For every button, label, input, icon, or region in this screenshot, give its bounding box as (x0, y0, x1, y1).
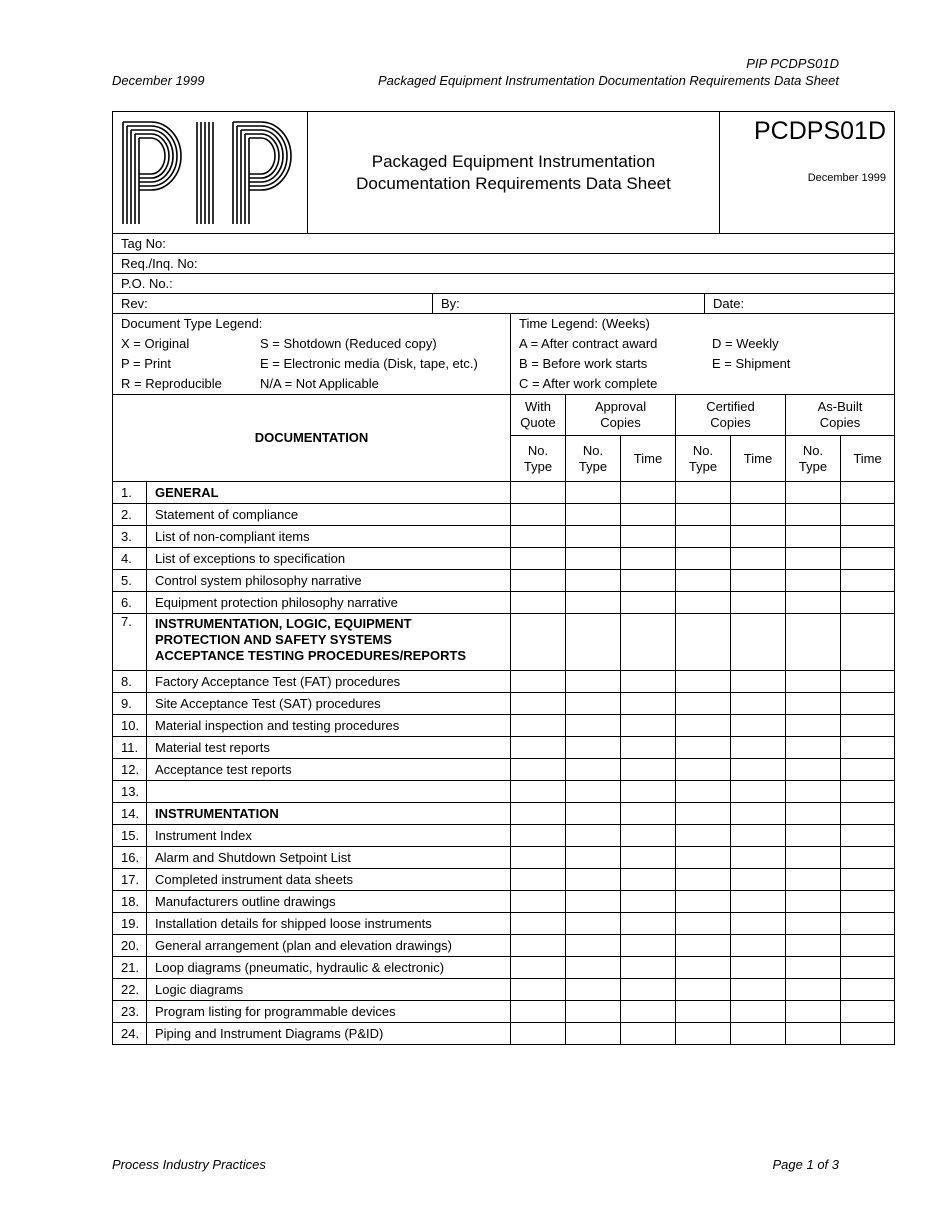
row-number: 11. (113, 737, 147, 759)
certified-time-cell[interactable] (731, 825, 786, 847)
row-number: 18. (113, 891, 147, 913)
asbuilt-no-type-cell[interactable] (786, 869, 841, 891)
approval-time-cell[interactable] (621, 614, 676, 671)
header-doc-id: PIP PCDPS01D (746, 56, 839, 71)
asbuilt-time-cell[interactable] (841, 979, 895, 1001)
table-row (113, 825, 895, 847)
asbuilt-time-cell[interactable] (841, 825, 895, 847)
asbuilt-time-cell[interactable] (841, 913, 895, 935)
certified-time-cell[interactable] (731, 935, 786, 957)
certified-no-type-cell[interactable] (676, 825, 731, 847)
form-date: December 1999 (807, 172, 886, 184)
asbuilt-no-type-cell[interactable] (786, 979, 841, 1001)
asbuilt-no-type-cell[interactable] (786, 548, 841, 570)
certified-no-type-cell[interactable] (676, 1001, 731, 1023)
certified-no-type-cell[interactable] (676, 935, 731, 957)
asbuilt-time-header: Time (841, 436, 895, 482)
row-description: INSTRUMENTATION (147, 803, 511, 825)
doc-legend-e: E = Electronic media (Disk, tape, etc.) (260, 356, 478, 371)
table-row (113, 504, 895, 526)
table-row (113, 847, 895, 869)
documentation-rows (113, 482, 895, 1045)
asbuilt-time-cell[interactable] (841, 693, 895, 715)
approval-time-cell[interactable] (621, 737, 676, 759)
approval-no-type-cell[interactable] (566, 526, 621, 548)
asbuilt-time-cell[interactable] (841, 592, 895, 614)
approval-no-type-cell[interactable] (566, 891, 621, 913)
approval-time-cell[interactable] (621, 979, 676, 1001)
po-no-field[interactable]: P.O. No.: (113, 274, 895, 294)
row-description: Piping and Instrument Diagrams (P&ID) (147, 1023, 511, 1045)
certified-no-type-cell[interactable] (676, 671, 731, 693)
approval-time-cell[interactable] (621, 1023, 676, 1045)
certified-no-type-cell[interactable] (676, 913, 731, 935)
table-row (113, 781, 895, 803)
asbuilt-no-type-cell[interactable] (786, 957, 841, 979)
quote-no-type-cell[interactable] (511, 957, 566, 979)
time-legend-a: A = After contract award (519, 336, 658, 351)
asbuilt-time-cell[interactable] (841, 1023, 895, 1045)
approval-no-type-cell[interactable] (566, 1023, 621, 1045)
approval-time-cell[interactable] (621, 957, 676, 979)
approval-no-type-cell[interactable] (566, 548, 621, 570)
table-row (113, 869, 895, 891)
asbuilt-time-cell[interactable] (841, 803, 895, 825)
code-cell (720, 112, 895, 234)
row-number: 22. (113, 979, 147, 1001)
certified-no-type-cell[interactable] (676, 548, 731, 570)
row-number: 2. (113, 504, 147, 526)
certified-time-cell[interactable] (731, 737, 786, 759)
certified-no-type-cell[interactable] (676, 847, 731, 869)
certified-time-cell[interactable] (731, 592, 786, 614)
table-row (113, 1023, 895, 1045)
certified-time-cell[interactable] (731, 715, 786, 737)
row-number: 14. (113, 803, 147, 825)
asbuilt-no-type-header: No. Type (786, 436, 841, 482)
approval-no-type-cell[interactable] (566, 482, 621, 504)
table-row (113, 979, 895, 1001)
certified-no-type-cell[interactable] (676, 869, 731, 891)
approval-no-type-cell[interactable] (566, 781, 621, 803)
form-code: PCDPS01D (754, 117, 886, 145)
asbuilt-no-type-cell[interactable] (786, 737, 841, 759)
row-description-line: INSTRUMENTATION, LOGIC, EQUIPMENT (155, 616, 412, 631)
certified-copies-header: Certified Copies (676, 395, 786, 436)
certified-time-cell[interactable] (731, 693, 786, 715)
asbuilt-no-type-cell[interactable] (786, 913, 841, 935)
row-number: 19. (113, 913, 147, 935)
certified-no-type-cell[interactable] (676, 759, 731, 781)
asbuilt-no-type-cell[interactable] (786, 781, 841, 803)
asbuilt-time-cell[interactable] (841, 781, 895, 803)
pip-logo (121, 120, 296, 226)
quote-no-type-cell[interactable] (511, 891, 566, 913)
approval-no-type-cell[interactable] (566, 825, 621, 847)
row-number: 23. (113, 1001, 147, 1023)
row-number: 13. (113, 781, 147, 803)
approval-time-header: Time (621, 436, 676, 482)
approval-no-type-cell[interactable] (566, 737, 621, 759)
row-description: Alarm and Shutdown Setpoint List (147, 847, 511, 869)
form-title-line2: Documentation Requirements Data Sheet (356, 173, 671, 193)
row-description-line: PROTECTION AND SAFETY SYSTEMS (155, 632, 392, 647)
logo-i (197, 122, 213, 224)
doc-legend-na: N/A = Not Applicable (260, 376, 379, 391)
asbuilt-time-cell[interactable] (841, 548, 895, 570)
row-description: Completed instrument data sheets (147, 869, 511, 891)
quote-no-type-cell[interactable] (511, 825, 566, 847)
certified-no-type-cell[interactable] (676, 504, 731, 526)
form-title-line1: Packaged Equipment Instrumentation (371, 151, 656, 171)
quote-no-type-cell[interactable] (511, 482, 566, 504)
asbuilt-time-cell[interactable] (841, 737, 895, 759)
table-row (113, 715, 895, 737)
quote-no-type-cell[interactable] (511, 1023, 566, 1045)
by-field[interactable]: By: (433, 294, 705, 314)
certified-no-type-cell[interactable] (676, 715, 731, 737)
row-description: Equipment protection philosophy narrative (147, 592, 511, 614)
doc-legend-r: R = Reproducible (121, 376, 222, 391)
with-quote-header: With Quote (511, 395, 566, 436)
asbuilt-time-cell[interactable] (841, 759, 895, 781)
logo-p-right (233, 122, 291, 224)
data-sheet-form (112, 111, 894, 1045)
certified-no-type-cell[interactable] (676, 781, 731, 803)
row-description: List of exceptions to specification (147, 548, 511, 570)
row-description (147, 614, 511, 671)
approval-no-type-cell[interactable] (566, 693, 621, 715)
quote-no-type-cell[interactable] (511, 570, 566, 592)
approval-time-cell[interactable] (621, 548, 676, 570)
row-number: 16. (113, 847, 147, 869)
asbuilt-no-type-cell[interactable] (786, 671, 841, 693)
quote-no-type-cell[interactable] (511, 737, 566, 759)
table-row (113, 913, 895, 935)
approval-no-type-cell[interactable] (566, 570, 621, 592)
asbuilt-time-cell[interactable] (841, 671, 895, 693)
approval-no-type-cell[interactable] (566, 847, 621, 869)
date-field[interactable]: Date: (705, 294, 895, 314)
table-row (113, 1001, 895, 1023)
asbuilt-no-type-cell[interactable] (786, 592, 841, 614)
footer-left: Process Industry Practices (112, 1157, 266, 1172)
doc-legend-p: P = Print (121, 356, 171, 371)
asbuilt-no-type-cell[interactable] (786, 825, 841, 847)
documentation-table (112, 394, 895, 1045)
asbuilt-no-type-cell[interactable] (786, 526, 841, 548)
certified-no-type-cell[interactable] (676, 957, 731, 979)
asbuilt-no-type-cell[interactable] (786, 891, 841, 913)
approval-time-cell[interactable] (621, 759, 676, 781)
asbuilt-no-type-cell[interactable] (786, 504, 841, 526)
certified-time-cell[interactable] (731, 781, 786, 803)
row-description: Acceptance test reports (147, 759, 511, 781)
time-legend (511, 314, 895, 395)
asbuilt-time-cell[interactable] (841, 570, 895, 592)
certified-time-cell[interactable] (731, 1023, 786, 1045)
row-number: 10. (113, 715, 147, 737)
asbuilt-no-type-cell[interactable] (786, 570, 841, 592)
quote-no-type-cell[interactable] (511, 935, 566, 957)
row-number: 15. (113, 825, 147, 847)
certified-time-cell[interactable] (731, 1001, 786, 1023)
quote-no-type-cell[interactable] (511, 759, 566, 781)
row-description: GENERAL (147, 482, 511, 504)
documentation-header: DOCUMENTATION (113, 395, 511, 482)
asbuilt-time-cell[interactable] (841, 526, 895, 548)
certified-no-type-cell[interactable] (676, 1023, 731, 1045)
asbuilt-time-cell[interactable] (841, 847, 895, 869)
row-description: Installation details for shipped loose instruments (147, 913, 511, 935)
certified-time-cell[interactable] (731, 847, 786, 869)
quote-no-type-cell[interactable] (511, 548, 566, 570)
tag-no-field[interactable]: Tag No: (113, 234, 895, 254)
certified-time-cell[interactable] (731, 614, 786, 671)
approval-time-cell[interactable] (621, 803, 676, 825)
approval-no-type-cell[interactable] (566, 715, 621, 737)
table-row (113, 737, 895, 759)
certified-no-type-header: No. Type (676, 436, 731, 482)
table-row (113, 891, 895, 913)
table-row (113, 803, 895, 825)
title-cell (308, 112, 720, 234)
row-number: 8. (113, 671, 147, 693)
row-description: Manufacturers outline drawings (147, 891, 511, 913)
row-number: 21. (113, 957, 147, 979)
row-number: 7. (113, 614, 147, 671)
asbuilt-time-cell[interactable] (841, 504, 895, 526)
asbuilt-no-type-cell[interactable] (786, 1001, 841, 1023)
quote-no-type-cell[interactable] (511, 803, 566, 825)
approval-time-cell[interactable] (621, 825, 676, 847)
row-description: General arrangement (plan and elevation drawings) (147, 935, 511, 957)
approval-time-cell[interactable] (621, 570, 676, 592)
certified-time-cell[interactable] (731, 504, 786, 526)
certified-time-cell[interactable] (731, 891, 786, 913)
quote-no-type-cell[interactable] (511, 847, 566, 869)
certified-no-type-cell[interactable] (676, 693, 731, 715)
as-built-copies-header: As-Built Copies (786, 395, 895, 436)
time-legend-c: C = After work complete (519, 376, 658, 391)
row-number: 17. (113, 869, 147, 891)
approval-no-type-cell[interactable] (566, 759, 621, 781)
approval-time-cell[interactable] (621, 869, 676, 891)
approval-no-type-cell[interactable] (566, 504, 621, 526)
certified-time-cell[interactable] (731, 548, 786, 570)
table-row (113, 482, 895, 504)
asbuilt-no-type-cell[interactable] (786, 1023, 841, 1045)
certified-time-cell[interactable] (731, 482, 786, 504)
certified-time-cell[interactable] (731, 570, 786, 592)
row-number: 4. (113, 548, 147, 570)
field-table (112, 233, 895, 314)
certified-time-cell[interactable] (731, 869, 786, 891)
legend-table (112, 313, 895, 395)
approval-time-cell[interactable] (621, 847, 676, 869)
table-row (113, 671, 895, 693)
logo-p-left (123, 122, 181, 224)
quote-no-type-cell[interactable] (511, 715, 566, 737)
asbuilt-time-cell[interactable] (841, 1001, 895, 1023)
quote-no-type-cell[interactable] (511, 979, 566, 1001)
row-description: Loop diagrams (pneumatic, hydraulic & electronic) (147, 957, 511, 979)
rev-field[interactable]: Rev: (113, 294, 433, 314)
row-description-line: ACCEPTANCE TESTING PROCEDURES/REPORTS (155, 648, 467, 663)
row-description: Instrument Index (147, 825, 511, 847)
asbuilt-no-type-cell[interactable] (786, 482, 841, 504)
table-row (113, 693, 895, 715)
approval-copies-header: Approval Copies (566, 395, 676, 436)
asbuilt-no-type-cell[interactable] (786, 935, 841, 957)
document-type-legend (113, 314, 511, 395)
time-legend-d: D = Weekly (712, 336, 779, 351)
table-row (113, 592, 895, 614)
asbuilt-time-cell[interactable] (841, 891, 895, 913)
title-block (112, 111, 895, 234)
table-row (113, 548, 895, 570)
certified-no-type-cell[interactable] (676, 891, 731, 913)
quote-no-type-header: No. Type (511, 436, 566, 482)
row-description: Program listing for programmable devices (147, 1001, 511, 1023)
asbuilt-no-type-cell[interactable] (786, 614, 841, 671)
certified-time-cell[interactable] (731, 671, 786, 693)
row-description: List of non-compliant items (147, 526, 511, 548)
certified-time-cell[interactable] (731, 979, 786, 1001)
approval-time-cell[interactable] (621, 526, 676, 548)
row-description: Material inspection and testing procedures (147, 715, 511, 737)
table-row (113, 526, 895, 548)
row-description: Factory Acceptance Test (FAT) procedures (147, 671, 511, 693)
quote-no-type-cell[interactable] (511, 671, 566, 693)
row-description (147, 781, 511, 803)
quote-no-type-cell[interactable] (511, 592, 566, 614)
approval-time-cell[interactable] (621, 935, 676, 957)
certified-no-type-cell[interactable] (676, 803, 731, 825)
quote-no-type-cell[interactable] (511, 1001, 566, 1023)
asbuilt-no-type-cell[interactable] (786, 803, 841, 825)
approval-time-cell[interactable] (621, 913, 676, 935)
row-number: 6. (113, 592, 147, 614)
certified-time-cell[interactable] (731, 957, 786, 979)
header-subtitle: Packaged Equipment Instrumentation Documentation Requirements Data Sheet (377, 73, 839, 88)
asbuilt-no-type-cell[interactable] (786, 693, 841, 715)
doc-legend-s: S = Shotdown (Reduced copy) (260, 336, 437, 351)
asbuilt-no-type-cell[interactable] (786, 715, 841, 737)
row-description: Site Acceptance Test (SAT) procedures (147, 693, 511, 715)
certified-no-type-cell[interactable] (676, 482, 731, 504)
approval-no-type-cell[interactable] (566, 979, 621, 1001)
row-number: 1. (113, 482, 147, 504)
approval-time-cell[interactable] (621, 671, 676, 693)
approval-time-cell[interactable] (621, 592, 676, 614)
certified-time-cell[interactable] (731, 526, 786, 548)
time-legend-e: E = Shipment (712, 356, 791, 371)
certified-no-type-cell[interactable] (676, 737, 731, 759)
certified-no-type-cell[interactable] (676, 979, 731, 1001)
asbuilt-time-cell[interactable] (841, 869, 895, 891)
approval-no-type-cell[interactable] (566, 913, 621, 935)
table-row (113, 957, 895, 979)
quote-no-type-cell[interactable] (511, 913, 566, 935)
header-date: December 1999 (112, 73, 205, 88)
row-number: 20. (113, 935, 147, 957)
approval-no-type-cell[interactable] (566, 803, 621, 825)
row-number: 5. (113, 570, 147, 592)
approval-no-type-cell[interactable] (566, 1001, 621, 1023)
doc-legend-title: Document Type Legend: (121, 316, 263, 331)
row-number: 9. (113, 693, 147, 715)
table-row (113, 570, 895, 592)
quote-no-type-cell[interactable] (511, 693, 566, 715)
asbuilt-no-type-cell[interactable] (786, 847, 841, 869)
approval-no-type-cell[interactable] (566, 935, 621, 957)
table-row (113, 614, 895, 671)
certified-no-type-cell[interactable] (676, 526, 731, 548)
quote-no-type-cell[interactable] (511, 869, 566, 891)
approval-time-cell[interactable] (621, 715, 676, 737)
row-description: Statement of compliance (147, 504, 511, 526)
time-legend-title: Time Legend: (Weeks) (519, 316, 650, 331)
approval-time-cell[interactable] (621, 693, 676, 715)
quote-no-type-cell[interactable] (511, 526, 566, 548)
approval-time-cell[interactable] (621, 1001, 676, 1023)
approval-no-type-cell[interactable] (566, 957, 621, 979)
row-description: Material test reports (147, 737, 511, 759)
req-inq-no-field[interactable]: Req./Inq. No: (113, 254, 895, 274)
table-row (113, 935, 895, 957)
quote-no-type-cell[interactable] (511, 614, 566, 671)
asbuilt-time-cell[interactable] (841, 482, 895, 504)
approval-no-type-cell[interactable] (566, 671, 621, 693)
logo-cell (113, 112, 308, 234)
certified-no-type-cell[interactable] (676, 614, 731, 671)
row-number: 12. (113, 759, 147, 781)
asbuilt-time-cell[interactable] (841, 957, 895, 979)
doc-legend-x: X = Original (121, 336, 190, 351)
certified-no-type-cell[interactable] (676, 570, 731, 592)
approval-no-type-cell[interactable] (566, 869, 621, 891)
certified-time-cell[interactable] (731, 803, 786, 825)
asbuilt-time-cell[interactable] (841, 715, 895, 737)
quote-no-type-cell[interactable] (511, 504, 566, 526)
certified-time-header: Time (731, 436, 786, 482)
asbuilt-time-cell[interactable] (841, 935, 895, 957)
row-description: Control system philosophy narrative (147, 570, 511, 592)
approval-time-cell[interactable] (621, 781, 676, 803)
asbuilt-no-type-cell[interactable] (786, 759, 841, 781)
certified-no-type-cell[interactable] (676, 592, 731, 614)
approval-no-type-cell[interactable] (566, 592, 621, 614)
row-number: 24. (113, 1023, 147, 1045)
row-number: 3. (113, 526, 147, 548)
approval-no-type-cell[interactable] (566, 614, 621, 671)
quote-no-type-cell[interactable] (511, 781, 566, 803)
approval-time-cell[interactable] (621, 891, 676, 913)
approval-time-cell[interactable] (621, 482, 676, 504)
approval-time-cell[interactable] (621, 504, 676, 526)
asbuilt-time-cell[interactable] (841, 614, 895, 671)
certified-time-cell[interactable] (731, 913, 786, 935)
time-legend-b: B = Before work starts (519, 356, 648, 371)
certified-time-cell[interactable] (731, 759, 786, 781)
approval-no-type-header: No. Type (566, 436, 621, 482)
table-row (113, 759, 895, 781)
footer-page-number: Page 1 of 3 (772, 1157, 839, 1172)
row-description: Logic diagrams (147, 979, 511, 1001)
